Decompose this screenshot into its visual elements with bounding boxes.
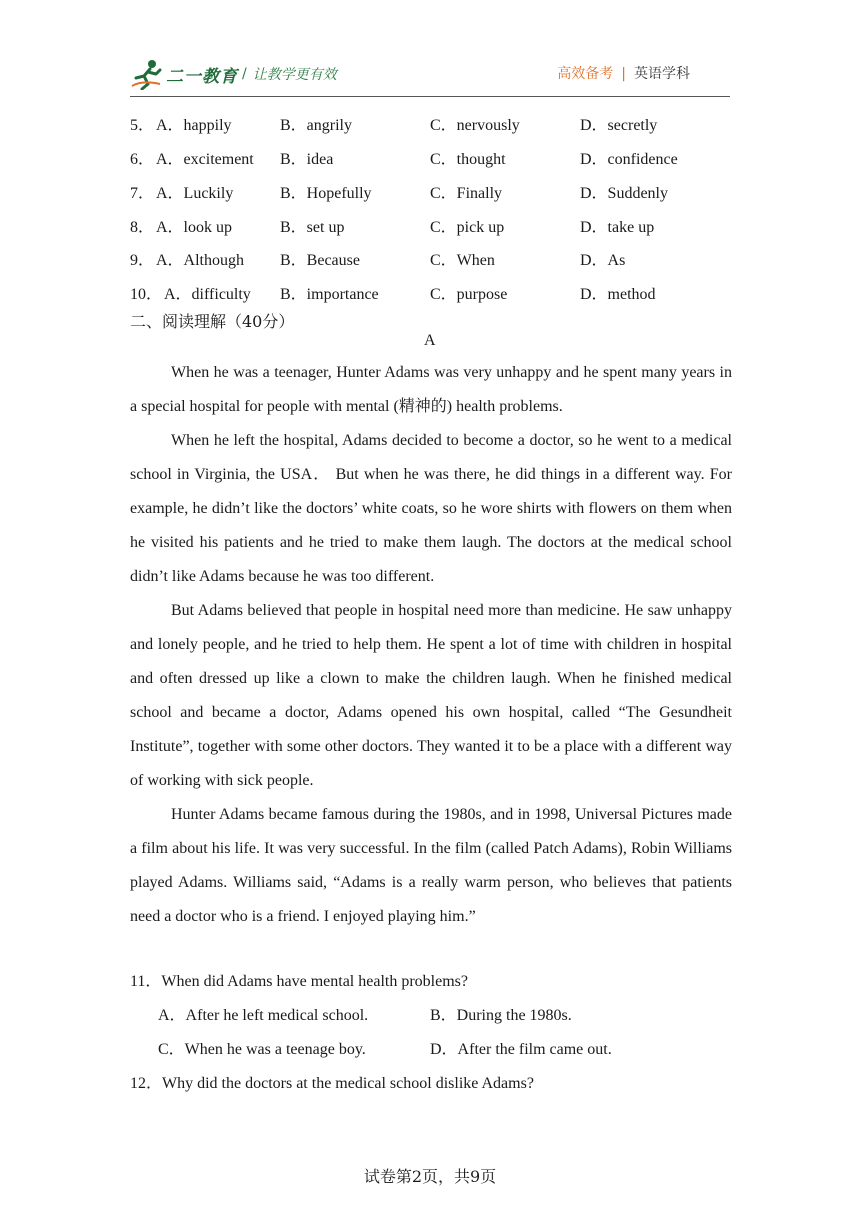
header-tags: [557, 63, 690, 83]
option-a: A．Although: [156, 252, 245, 269]
option-d: D．confidence: [580, 151, 678, 168]
option-b: B．idea: [280, 151, 334, 168]
option-d: D．secretly: [580, 117, 658, 134]
tag-prep: 高效备考: [557, 66, 614, 82]
option-c: C．thought: [430, 151, 506, 168]
tag-subject: 英语学科: [634, 66, 690, 82]
option-number: 6．: [130, 151, 155, 168]
option-number: 10．: [130, 286, 163, 303]
passage-label: A: [424, 332, 436, 349]
option-number: 9．: [130, 252, 155, 269]
page-footer: 试卷第2页，共9页: [363, 1167, 497, 1186]
question-11-option-a: A．After he left medical school.: [158, 1007, 369, 1024]
header-divider: [130, 96, 730, 97]
logo-text: 二一教育: [166, 66, 238, 87]
page-header: [130, 52, 730, 96]
paragraph: When he left the hospital, Adams decided to become a doctor, so he went to a medical school in Virginia, the USA． But when he was there, he did things in a different way. For example, he didn’t like the doctors’ white coats, so he wore shirts with flowers on them when he visited his patients and he tried to make them laugh. The doctors at the medical school didn’t like Adams because he was too different.: [130, 432, 732, 585]
option-b: B．Hopefully: [280, 185, 372, 202]
question-11-option-c: C．When he was a teenage boy.: [158, 1041, 366, 1058]
option-c: C．Finally: [430, 185, 503, 202]
question-11-option-d: D．After the film came out.: [430, 1041, 612, 1058]
option-a: A．difficulty: [164, 286, 251, 303]
option-c: C．purpose: [430, 286, 508, 303]
option-c: C．pick up: [430, 219, 505, 236]
option-a: A．look up: [156, 219, 233, 236]
paragraph: When he was a teenager, Hunter Adams was very unhappy and he spent many years in a special hospital for people with mental (精神的) health problems.: [130, 364, 732, 415]
option-b: B．Because: [280, 252, 360, 269]
logo: [130, 58, 337, 90]
option-b: B．importance: [280, 286, 379, 303]
question-11-option-b: B．During the 1980s.: [430, 1007, 572, 1024]
option-number: 7．: [130, 185, 155, 202]
option-d: D．take up: [580, 219, 655, 236]
option-a: A．happily: [156, 117, 232, 134]
slogan-separator: /: [242, 66, 247, 82]
question-12-stem: 12．Why did the doctors at the medical school dislike Adams?: [130, 1075, 534, 1092]
option-a: A．excitement: [156, 151, 254, 168]
option-b: B．set up: [280, 219, 345, 236]
paragraph: But Adams believed that people in hospital need more than medicine. He saw unhappy and lonely people, and he tried to help them. He spent a lot of time with children in hospital and often dressed up like a clown to make the children laugh. When he finished medical school and became a doctor, Adams opened his own hospital, called “The Gesundheit Institute”, together with some other doctors. They wanted it to be a place with a different way of working with sick people.: [130, 602, 732, 789]
option-number: 8．: [130, 219, 155, 236]
option-a: A．Luckily: [156, 185, 234, 202]
tag-divider: |: [621, 66, 626, 82]
running-man-logo-icon: [130, 58, 164, 90]
question-11-stem: 11．When did Adams have mental health problems?: [130, 973, 468, 990]
option-d: D．method: [580, 286, 656, 303]
option-c: C．nervously: [430, 117, 520, 134]
slogan: 让教学更有效: [252, 67, 337, 83]
option-d: D．As: [580, 252, 626, 269]
reading-passage: [130, 356, 732, 934]
option-c: C．When: [430, 252, 495, 269]
option-b: B．angrily: [280, 117, 352, 134]
option-d: D．Suddenly: [580, 185, 669, 202]
section-title: 二、阅读理解（40分）: [130, 312, 295, 331]
paragraph: Hunter Adams became famous during the 1980s, and in 1998, Universal Pictures made a film about his life. It was very successful. In the film (called Patch Adams), Robin Williams played Adams. Williams said, “Adams is a really warm person, who believes that patients need a doctor who is a friend. I enjoyed playing him.”: [130, 806, 732, 925]
option-number: 5．: [130, 117, 155, 134]
